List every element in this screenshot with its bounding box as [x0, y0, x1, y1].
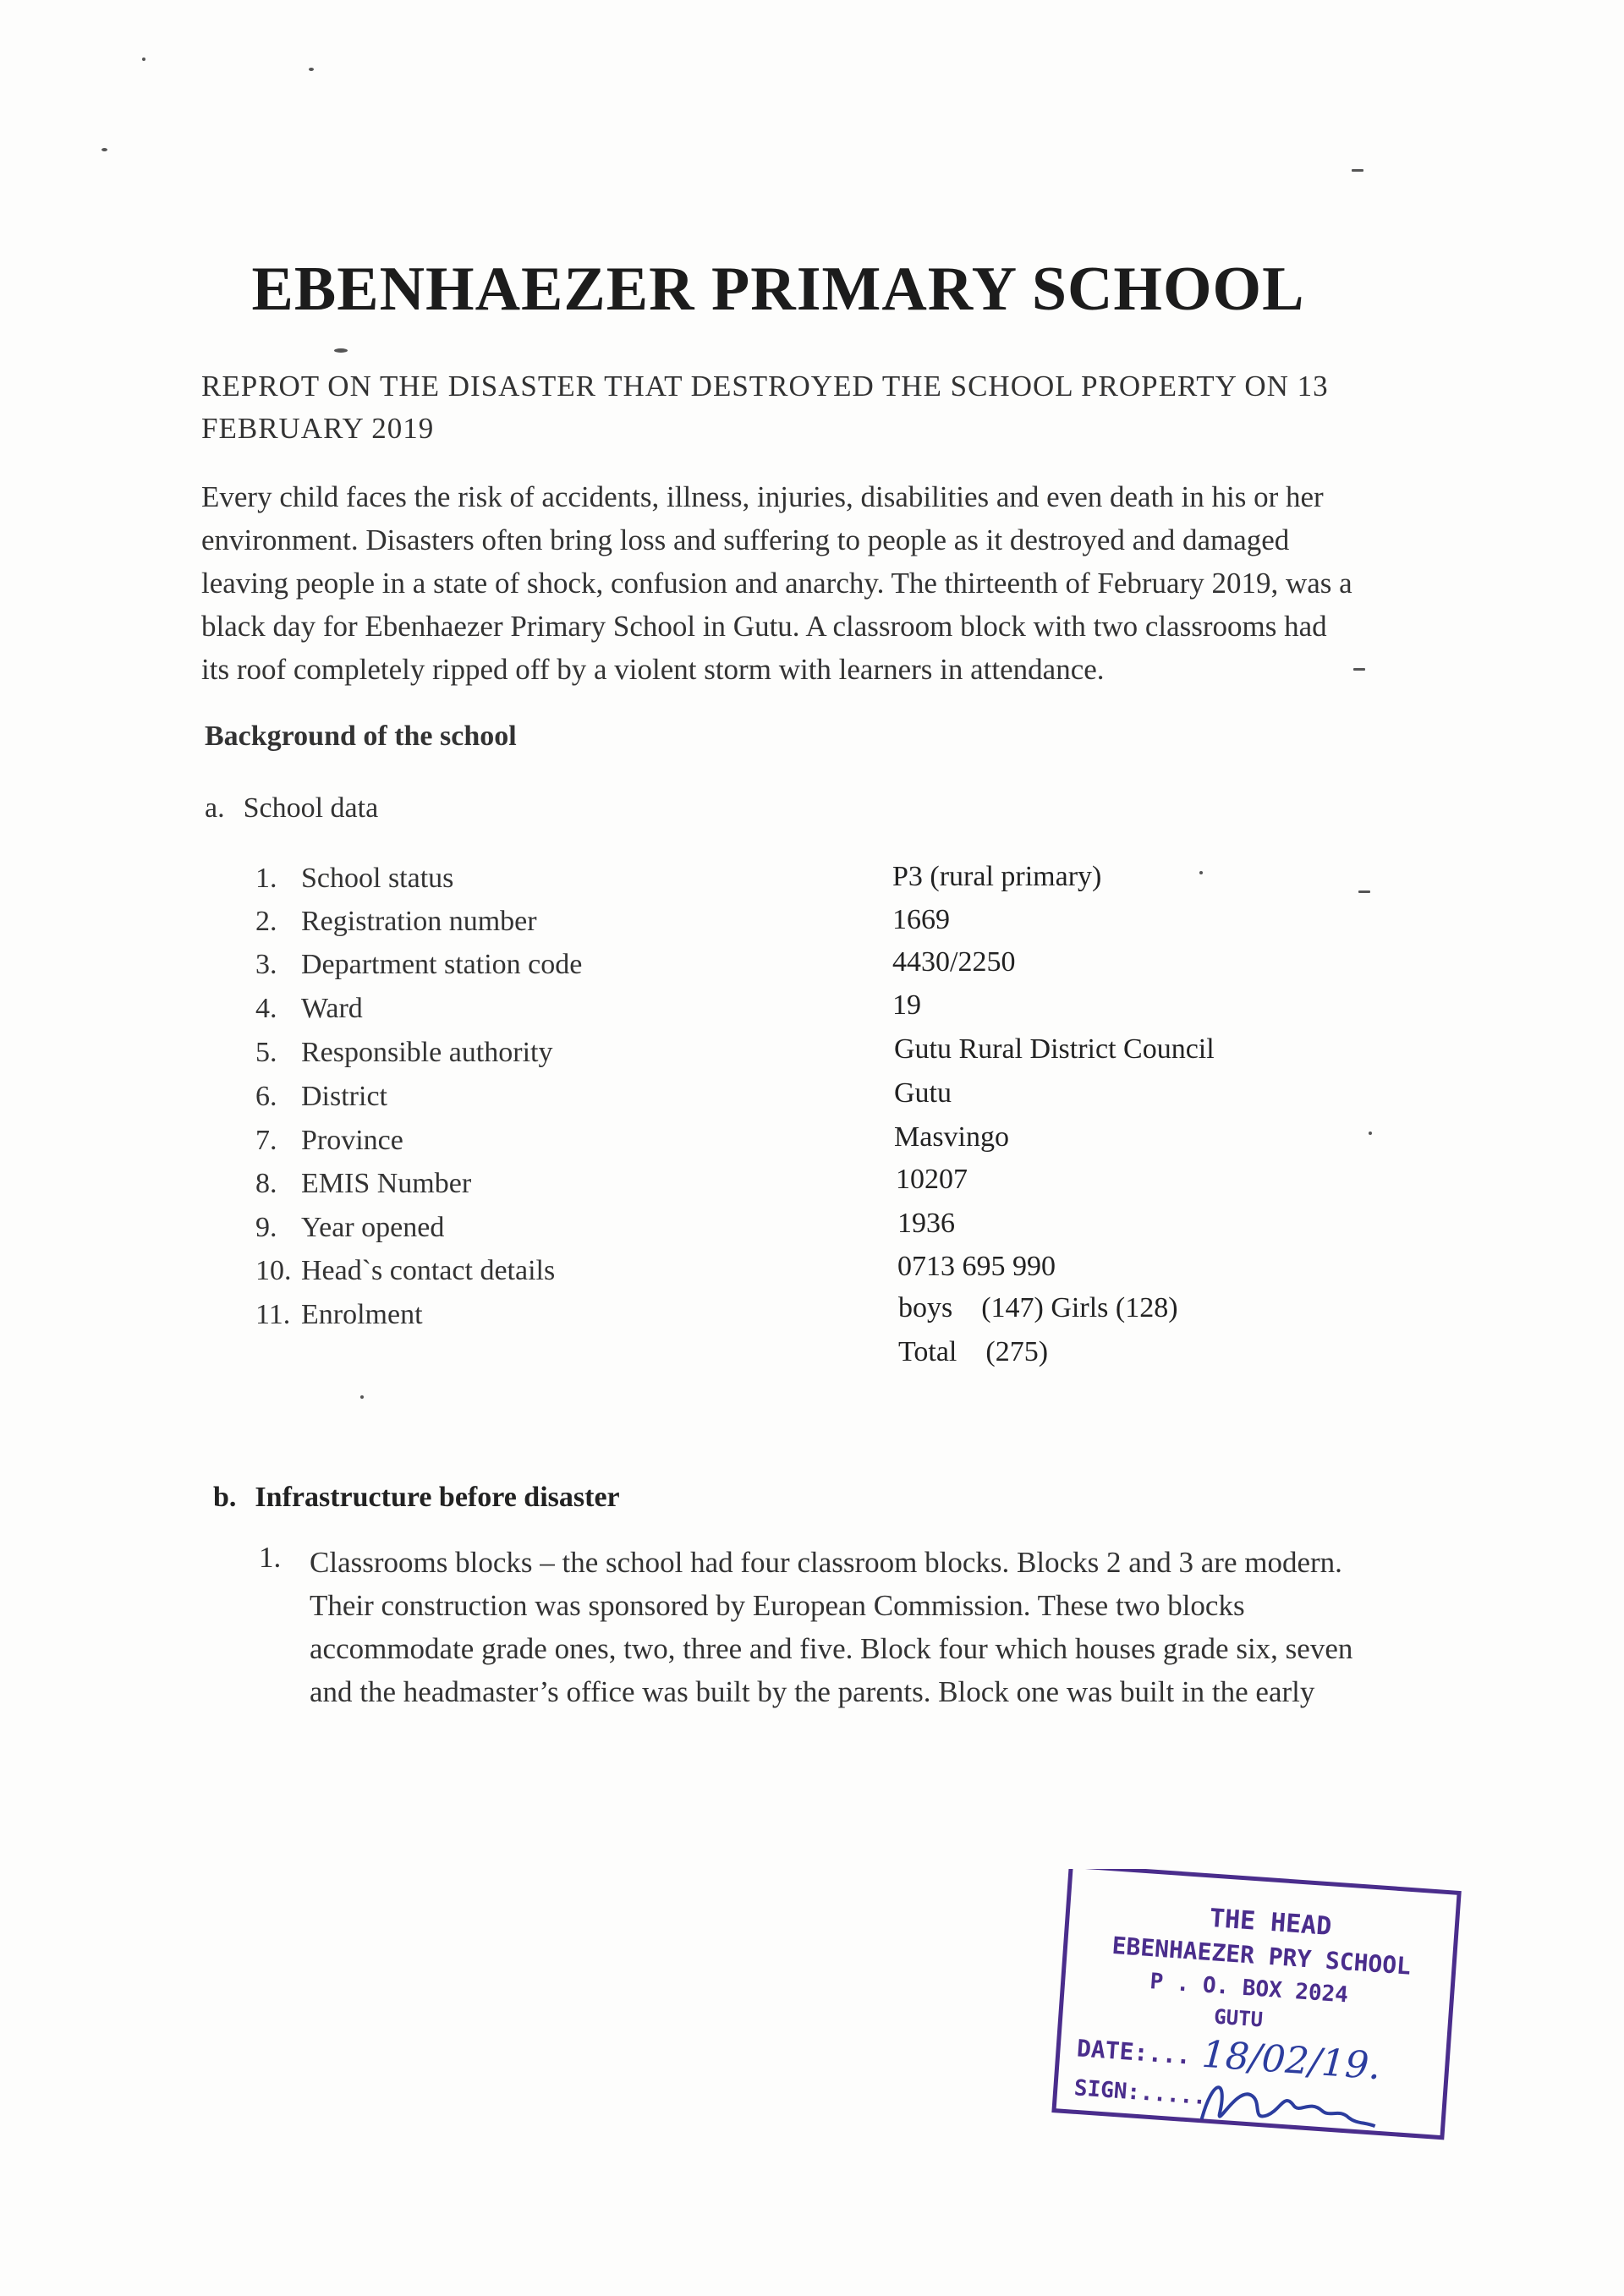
row-number: 2.	[255, 906, 277, 937]
row-number: 3.	[255, 949, 277, 980]
school-data-row	[255, 863, 453, 895]
page-title: EBENHAEZER PRIMARY SCHOOL	[251, 255, 1305, 324]
row-label: Responsible authority	[301, 1037, 553, 1068]
school-data-row	[255, 1168, 471, 1200]
scan-speck	[1353, 668, 1365, 671]
stamp-line: P . O. BOX 2024	[1149, 1969, 1349, 2008]
stamp-line: EBENHAEZER PRY SCHOOL	[1111, 1931, 1413, 1981]
row-label: Enrolment	[301, 1299, 423, 1330]
scan-speck	[1358, 890, 1370, 893]
scan-speck	[102, 148, 107, 151]
row-label: School status	[301, 863, 454, 894]
row-number: 4.	[255, 993, 277, 1024]
item-line: Their construction was sponsored by European Commission. These two blocks	[310, 1589, 1245, 1622]
row-number: 7.	[255, 1125, 277, 1156]
row-label: Province	[301, 1125, 403, 1156]
background-heading: Background of the school	[205, 721, 517, 752]
item-line: Classrooms blocks – the school had four classroom blocks. Blocks 2 and 3 are modern.	[310, 1546, 1342, 1579]
report-subtitle	[201, 365, 1487, 450]
row-value: P3 (rural primary)	[892, 861, 1102, 892]
school-data-row	[255, 1081, 387, 1113]
school-data-row	[255, 1299, 423, 1331]
section-a-heading	[205, 792, 378, 825]
row-number: 11.	[255, 1299, 291, 1330]
stamp-line: THE HEAD	[1208, 1903, 1333, 1942]
intro-paragraph	[201, 475, 1487, 691]
paragraph-line: Every child faces the risk of accidents, illness, injuries, disabilities and even death in his or her	[201, 480, 1324, 513]
row-value: Gutu Rural District Council	[894, 1033, 1215, 1065]
scan-speck	[360, 1395, 364, 1399]
paragraph-line: black day for Ebenhaezer Primary School in Gutu. A classroom block with two classrooms had	[201, 610, 1327, 643]
row-label: Head`s contact details	[301, 1255, 556, 1286]
school-data-row	[255, 1212, 444, 1244]
subtitle-line: FEBRUARY 2019	[201, 412, 435, 445]
scan-speck	[334, 348, 348, 353]
paragraph-line: its roof completely ripped off by a violent storm with learners in attendance.	[201, 653, 1105, 686]
stamp-date-label: DATE:...	[1076, 2034, 1192, 2070]
row-value: Gutu	[894, 1077, 952, 1109]
item-number: 1.	[259, 1541, 282, 1574]
stamp-date-value: 18/02/19.	[1200, 2032, 1382, 2089]
section-b-title: Infrastructure before disaster	[255, 1482, 620, 1513]
enrolment-total: Total (275)	[898, 1336, 1049, 1367]
scan-speck	[142, 58, 145, 61]
section-b-heading	[213, 1482, 620, 1514]
school-stamp	[1036, 1869, 1476, 2148]
row-label: Department station code	[301, 949, 583, 980]
section-a-title: School data	[243, 792, 379, 824]
row-value: 19	[892, 989, 921, 1021]
school-data-row	[255, 993, 363, 1025]
school-data-row	[255, 906, 537, 938]
school-data-row	[255, 1255, 555, 1287]
row-value: 0713 695 990	[897, 1251, 1056, 1282]
paragraph-line: leaving people in a state of shock, confusion and anarchy. The thirteenth of February 2019, was a	[201, 567, 1352, 600]
row-number: 1.	[255, 863, 277, 894]
row-value: 10207	[896, 1164, 968, 1195]
section-b-label: b.	[213, 1482, 237, 1513]
stamp-line: GUTU	[1213, 2004, 1264, 2032]
row-label: Year opened	[301, 1212, 445, 1243]
scan-speck	[309, 68, 314, 71]
row-number: 9.	[255, 1212, 277, 1243]
row-label: Ward	[301, 993, 363, 1024]
paragraph-line: environment. Disasters often bring loss and suffering to people as it destroyed and damaged	[201, 523, 1290, 556]
row-number: 10.	[255, 1255, 292, 1286]
row-value: 1669	[892, 904, 950, 935]
row-label: District	[301, 1081, 387, 1112]
item-text	[310, 1541, 1578, 1713]
school-data-row	[255, 949, 582, 981]
row-value: 1936	[897, 1208, 955, 1239]
row-value: Masvingo	[894, 1121, 1009, 1153]
row-number: 6.	[255, 1081, 277, 1112]
section-a-label: a.	[205, 792, 225, 824]
scan-speck	[1199, 871, 1203, 874]
item-line: and the headmaster’s office was built by the parents. Block one was built in the early	[310, 1675, 1315, 1708]
row-value: boys (147) Girls (128)	[898, 1292, 1178, 1323]
subtitle-line: REPROT ON THE DISASTER THAT DESTROYED THE SCHOOL PROPERTY ON 13	[201, 370, 1329, 403]
scan-speck	[1369, 1132, 1372, 1135]
row-label: EMIS Number	[301, 1168, 472, 1199]
school-data-row	[255, 1037, 552, 1069]
row-number: 5.	[255, 1037, 277, 1068]
row-number: 8.	[255, 1168, 277, 1199]
row-label: Registration number	[301, 906, 537, 937]
row-value: 4430/2250	[892, 946, 1016, 978]
item-line: accommodate grade ones, two, three and five. Block four which houses grade six, seven	[310, 1632, 1353, 1665]
stamp-sign-label: SIGN:.....	[1073, 2075, 1208, 2111]
school-data-row	[255, 1125, 403, 1157]
scan-speck	[1352, 169, 1363, 172]
